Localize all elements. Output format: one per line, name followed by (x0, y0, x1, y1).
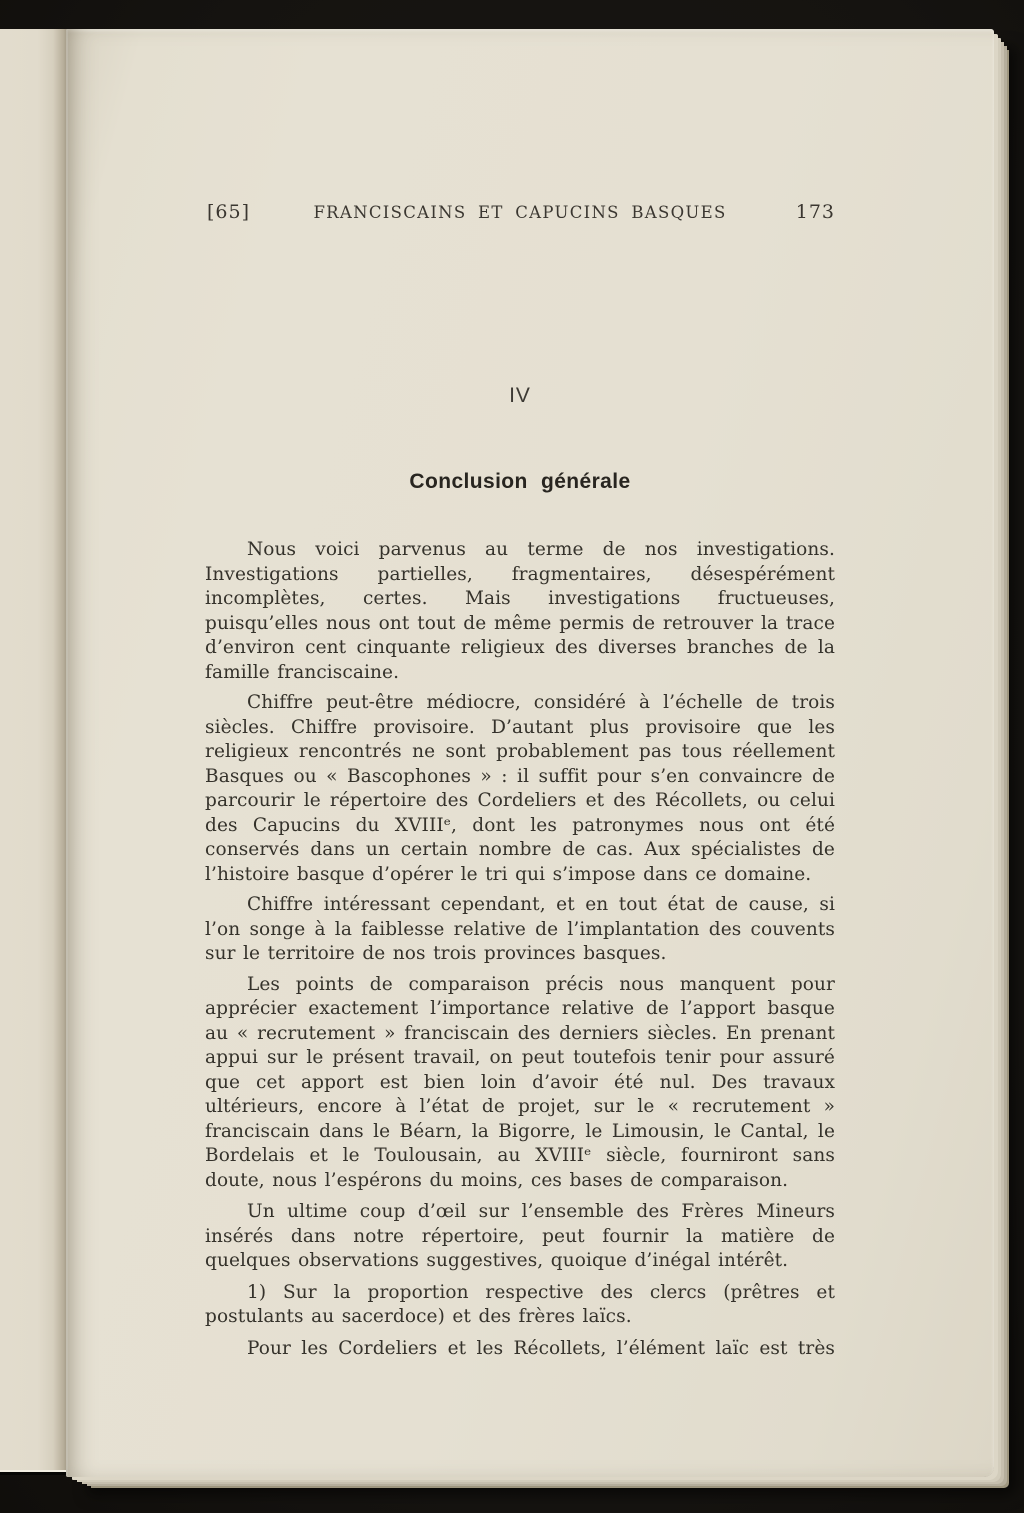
paragraph: Un ultime coup d’œil sur l’ensemble des Frères Mineurs insérés dans notre répertoire, peut fournir la matière de quelques observations suggestives, quoique d’inégal intérêt. (205, 1201, 835, 1271)
running-title: FRANCISCAINS ET CAPUCINS BASQUES (313, 203, 727, 222)
paragraph: Chiffre intéressant cependant, et en tout état de cause, si l’on songe à la faiblesse relative de l’implantation des couvents sur le territoire de nos trois provinces basques. (205, 894, 835, 964)
paragraph: Nous voici parvenus au terme de nos investigations. Investigations partielles, fragmentaires, désespérément incomplètes, certes. Mais investigations fructueuses, puisqu’elles nous ont tout de même permis de retrouver la trace d’environ cent cinquante religieux des diverses branches de la famille franciscaine. (205, 539, 835, 683)
margin-reference-number: [65] (207, 201, 251, 223)
paragraph: Les points de comparaison précis nous manquent pour apprécier exactement l’importance relative de l’apport basque au « recrutement » franciscain des derniers siècles. En prenant appui sur le présent travail, on peut toutefois tenir pour assuré que cet apport est bien loin d’avoir été nul. Des travaux ultérieurs, encore à l’état de projet, sur le « recrutement » franciscain dans le Béarn, la Bigorre, le Limousin, le Cantal, le Bordelais et le Toulousain, au XVIIIᵉ siècle, fourniront sans doute, nous l’espérons du moins, ces bases de comparaison. (205, 973, 835, 1191)
page-content (205, 29, 835, 1367)
paragraph: Pour les Cordeliers et les Récollets, l’élément laïc est très (247, 1337, 835, 1359)
facing-page-sliver (0, 29, 68, 1472)
section-numeral: IV (509, 384, 531, 407)
paragraph: Chiffre peut-être médiocre, considéré à l’échelle de trois siècles. Chiffre provisoire. D’autant plus provisoire que les religieux rencontrés ne sont probablement pas tous réellement Basques ou « Bascophones » : il suffit pour s’en convaincre de parcourir le répertoire des Cordeliers et des Récollets, ou celui des Capucins du XVIIIᵉ, dont les patronymes nous ont été conservés dans un certain nombre de cas. Aux spécialistes de l’histoire basque d’opérer le tri qui s’impose dans ce domaine. (205, 692, 835, 885)
body-text (205, 538, 835, 1361)
book-page (66, 29, 994, 1477)
section-heading: Conclusion générale (409, 470, 631, 493)
running-head (205, 201, 835, 225)
page-number: 173 (795, 201, 835, 223)
paragraph: 1) Sur la proportion respective des clercs (prêtres et postulants au sacerdoce) et des frères laïcs. (205, 1281, 835, 1327)
